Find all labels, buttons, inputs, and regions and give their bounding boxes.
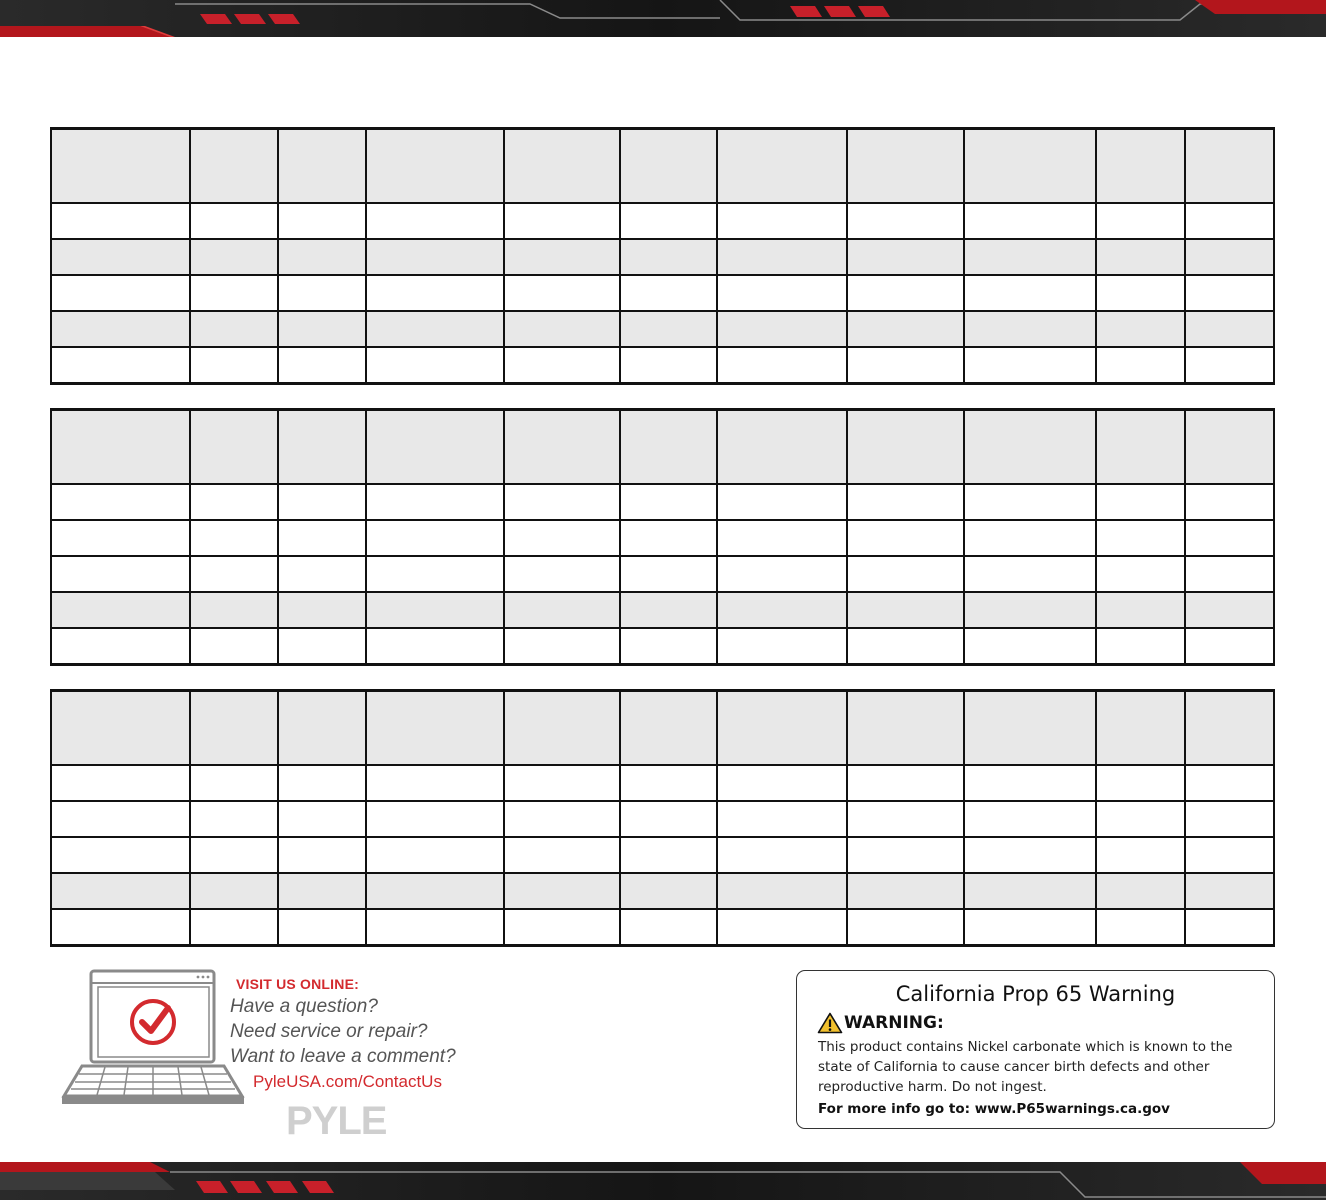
table-row	[51, 203, 1274, 239]
table-header-row	[51, 691, 1274, 766]
table-row	[51, 311, 1274, 347]
question-line: Have a question?	[230, 996, 378, 1017]
table-row	[51, 520, 1274, 556]
table-row	[51, 484, 1274, 520]
warning-title: California Prop 65 Warning	[895, 982, 1176, 1006]
table-row	[51, 556, 1274, 592]
warning-body: This product contains Nickel carbonate which is known to the state of California to cause cancer birth defects and other reproductive harm. Do not ingest.	[818, 1039, 1233, 1095]
table-row	[51, 347, 1274, 384]
spec-table-2	[50, 408, 1275, 666]
spec-table-1	[50, 127, 1275, 385]
table-header-row	[51, 129, 1274, 204]
question-line: Want to leave a comment?	[230, 1046, 456, 1067]
spec-table-3	[50, 689, 1275, 947]
pyle-logo	[286, 1101, 398, 1137]
table-row	[51, 628, 1274, 665]
warning-more-info: For more info go to: www.P65warnings.ca.gov	[818, 1101, 1170, 1117]
table-header-row	[51, 410, 1274, 485]
visit-online-label: VISIT US ONLINE:	[236, 976, 359, 992]
bottom-decorative-band	[0, 1162, 1326, 1200]
table-row	[51, 275, 1274, 311]
contact-us-link[interactable]: PyleUSA.com/ContactUs	[253, 1072, 442, 1091]
table-row	[51, 873, 1274, 909]
contact-block	[60, 968, 480, 1143]
warning-label: WARNING:	[844, 1013, 944, 1033]
laptop-checkmark-icon	[60, 968, 245, 1108]
warning-triangle-icon	[817, 1012, 843, 1034]
question-line: Need service or repair?	[230, 1021, 428, 1042]
table-row	[51, 765, 1274, 801]
svg-text:PYLE: PYLE	[286, 1101, 387, 1137]
table-row	[51, 801, 1274, 837]
table-row	[51, 592, 1274, 628]
table-row	[51, 837, 1274, 873]
prop65-warning-box	[796, 970, 1275, 1129]
table-row	[51, 909, 1274, 946]
table-row	[51, 239, 1274, 275]
top-decorative-band	[0, 0, 1326, 37]
